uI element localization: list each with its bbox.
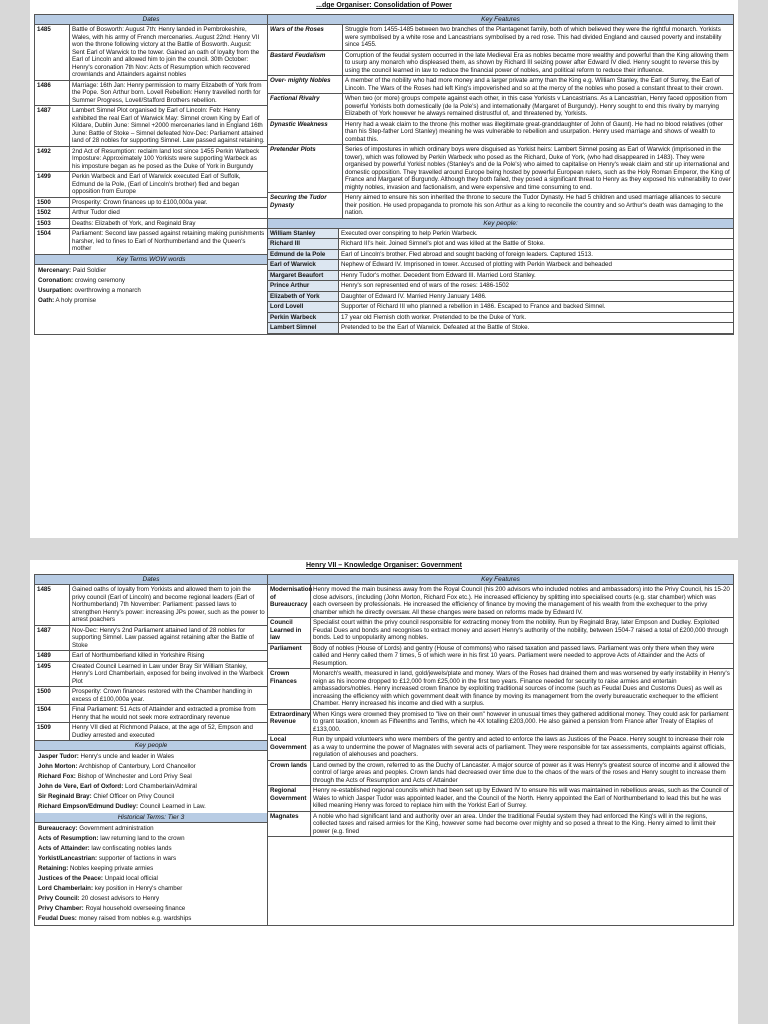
date-row-text: Marriage: 16th Jan: Henry permission to marry Elizabeth of York from the Pope. Son Arthur born. Lovell Rebellion: Henry travelled north for Summer Progress, Lovell/Stafford Brothers rebellion.: [72, 81, 262, 104]
feature-row-text: Monarch's wealth, measured in land, gold/jewels/plate and money. Wars of the Roses had drained them and was worsened by early instability in Henry's reign as his income dropped to £12,000 from £25,000 in the first two years. Finance needed for security to raise armies and entertain ambassadors/nobles. Henry increased crown finance by exploiting traditional sources of income (such as Feudal Dues and Customs Dues) as well as increasing the efficiency with which government dealt with finance by moving its management from the overly bureaucratic exchequer to the efficient Chamber. Henry increased his income and died with a surplus.: [313, 670, 730, 707]
feature-row: [268, 644, 733, 670]
date-row-text: Final Parliament: 51 Acts of Attainder and extracted a promise from Henry that he would not seek more extraordinary revenue: [72, 706, 256, 721]
date-row-text: Prosperity: Crown finances restored with the Chamber handling in excess of £100,000a year.: [72, 688, 253, 703]
feature-row-label: Magnates: [268, 812, 311, 837]
person-row-text: Daughter of Edward IV. Married Henry January 1486.: [341, 292, 487, 300]
feature-row-label: Pretender Plots: [268, 145, 343, 192]
person-row-text: Pretended to be the Earl of Warwick. Defeated at the Battle of Stoke.: [341, 324, 530, 331]
date-row: [35, 81, 267, 107]
key-person-definition: Henry's uncle and leader in Wales: [80, 753, 175, 760]
feature-row-label: Over- mighty Nobles: [268, 76, 343, 93]
page-government: [30, 560, 738, 1024]
person-row-label: Lord Lovell: [268, 302, 339, 312]
feature-row: [268, 669, 733, 710]
feature-row-text: Struggle from 1455-1485 between two branches of the Plantagenet family, both of which believed they were the rightful monarch. Yorkists were symbolised by a white rose and Lancastrians symbolised by a red rose. This had divided England and caused poverty and instability since 1455.: [345, 26, 722, 48]
historical-term: [35, 864, 267, 874]
historical-term-definition: Nobles keeping private armies: [69, 865, 154, 872]
person-row: [268, 281, 733, 292]
key-person: [35, 802, 267, 812]
wow-header: Key Terms WOW words: [35, 255, 267, 265]
date-row-label: 1489: [35, 651, 70, 661]
historical-term: [35, 854, 267, 864]
date-row-label: 1500: [35, 198, 70, 208]
key-term: [35, 296, 267, 306]
features-column: [267, 574, 734, 926]
date-row-text: Battle of Bosworth: August 7th: Henry landed in Pembrokeshire, Wales, with his army of French mercenaries. August 22nd: Henry VII won the throne following victory at the Battle of Bosworth. August: Sent Earl of Warwick to the tower. Gained an oath of loyalty from the Earl of Lincoln and allowed him to join the council. 30th October: Henry's coronation 7th Nov: Acts of Resumption which recovered crownlands and Attainders against nobles: [72, 26, 260, 78]
date-row: [35, 585, 267, 626]
historical-term-term: Retaining:: [38, 865, 69, 872]
feature-row: [268, 585, 733, 618]
historical-term: [35, 884, 267, 894]
date-row-text: Parliament: Second law passed against retaining making punishments harsher, led to fines to Earl of Northumberland and the Queen's mother: [72, 230, 265, 252]
person-row-text: Executed over conspiring to help Perkin Warbeck.: [341, 229, 478, 237]
date-row-text: Gained oaths of loyalty from Yorkists and allowed them to join the privy council (Earl of Lincoln) and become regional leaders (Earl of Northumberland) 7th November: Parliament: passed laws to strengthen Henry's power: increasing JPs power, such as the power to arrest poachers: [72, 586, 265, 623]
date-row: [35, 25, 267, 81]
historical-term-term: Privy Chamber:: [38, 905, 84, 912]
historical-term-definition: Government administration: [79, 825, 154, 832]
person-row-label: Edmund de la Pole: [268, 250, 339, 260]
date-row: [35, 219, 267, 230]
date-row: [35, 626, 267, 652]
feature-row-label: Modernisation of Bureaucracy: [268, 585, 311, 617]
historical-term: [35, 824, 267, 834]
person-row-text: Richard III's heir. Joined Simnel's plot and was killed at the Battle of Stoke.: [341, 240, 545, 247]
historical-term-term: Lord Chamberlain:: [38, 885, 94, 892]
key-person-definition: Lord Chamberlain/Admiral: [125, 783, 197, 790]
date-row: [35, 705, 267, 723]
feature-row-label: Factional Rivalry: [268, 94, 343, 119]
historical-term-definition: supporter of factions in wars: [98, 855, 177, 862]
person-row: [268, 323, 733, 334]
key-person-term: John Morton:: [38, 763, 78, 770]
date-row: [35, 172, 267, 198]
key-term: [35, 266, 267, 276]
historical-term-term: Acts of Resumption:: [38, 835, 99, 842]
date-row-text: Arthur Tudor died: [72, 209, 120, 216]
dates-column: [34, 574, 267, 926]
person-row: [268, 302, 733, 313]
person-row-text: Henry's son represented end of wars of the roses: 1486-1502: [341, 282, 509, 289]
person-row-label: Prince Arthur: [268, 281, 339, 291]
date-row-label: 1485: [35, 25, 70, 80]
key-person-term: John de Vere, Earl of Oxford:: [38, 783, 124, 790]
people-header: Key people: [35, 741, 267, 751]
key-person: [35, 762, 267, 772]
dates-header: Dates: [35, 575, 267, 585]
feature-row-text: A member of the nobility who had more money and a larger private army than the King e.g. William Stanley, the Earl of Surrey, the Earl of Lincoln. The Wars of the Roses had left King's impoverished and so at the mercy of the nobles who posed a constant threat to their crown.: [345, 77, 724, 92]
feature-row-text: Henry had a weak claim to the throne (his mother was illegitimate great-granddaughter of John of Gaunt). He had no blood relatives (other than his Step-father Lord Stanley) meaning he was vulnerable to rebellion and usurpation. Henry used marriage and shows of wealth to combat this.: [345, 120, 723, 143]
feature-row-label: Local Government: [268, 735, 311, 760]
key-person-definition: Bishop of Winchester and Lord Privy Seal: [77, 773, 192, 780]
feature-row-text: Henry aimed to ensure his son inherited the throne to secure the Tudor Dynasty. He had 5 children and used marriage alliances to secure their position. He used propaganda to promote his son Arthur as a king to reconcile the country and so Arthur's death was damaging to the nation.: [345, 194, 724, 216]
key-term-term: Usurpation:: [38, 286, 73, 294]
key-person: [35, 792, 267, 802]
person-row-label: William Stanley: [268, 229, 339, 239]
person-row: [268, 313, 733, 324]
date-row: [35, 147, 267, 173]
terms-header: Historical Terms: Tier 3: [35, 813, 267, 823]
feature-row-label: Crown Finances: [268, 669, 311, 709]
date-row: [35, 687, 267, 705]
feature-row: [268, 120, 733, 146]
key-person-definition: Archbishop of Canterbury, Lord Chancellor: [78, 763, 196, 770]
historical-term: [35, 844, 267, 854]
historical-term-definition: law confiscating nobles lands: [91, 845, 172, 852]
historical-term: [35, 834, 267, 844]
feature-row: [268, 94, 733, 120]
features-header: Key Features: [268, 15, 733, 25]
feature-row-label: Dynastic Weakness: [268, 120, 343, 145]
date-row-text: Created Council Learned in Law under Bray Sir William Stanley, Henry's Lord Chamberlain, exposed for being involved in the Warbeck Plot: [72, 662, 264, 685]
feature-row-text: Henry moved the main business away from the Royal Council (his 200 advisors who included nobles and ambassadors) into the Privy Council, his 15-20 close advisors, (including (John Morton, Richard Fox etc.). He increased efficiency by splitting into specialised courts (e.g. star chamber) which was each overseen by professionals. He increased the efficiency of finance by moving the management of his wealth from the exchequer to the privy chamber which he directly oversaw. All these changes were based on reforms made by Edward IV.: [313, 586, 730, 616]
key-term: [35, 286, 267, 296]
historical-term-term: Acts of Attainder:: [38, 845, 90, 852]
person-row-label: Perkin Warbeck: [268, 313, 339, 323]
person-row-text: Henry Tudor's mother. Decedent from Edward III. Married Lord Stanley.: [341, 271, 536, 279]
key-person-term: Sir Reginald Bray:: [38, 793, 92, 800]
date-row: [35, 229, 267, 255]
feature-row-text: Corruption of the feudal system occurred in the late Medieval Era as nobles became more wealthy and powerful than the King allowing them to usurp any monarch who displeased them, as shown by Richard III seizing power after Edward IV died. Henry sought to reverse this by using the council learned in law to reduce the financial power of nobles, and political reform to reduce their influence.: [345, 51, 729, 74]
feature-row-text: A noble who had significant land and authority over an area. Under the traditional Feudal system they had enforced the King's will in the regions, collected taxes and raised armies for the King, however some had become over mighty and so posed a threat to the King. Henry aimed to limit their power (e.g. fined: [313, 812, 717, 835]
key-person: [35, 782, 267, 792]
historical-term-term: Bureaucracy:: [38, 825, 78, 832]
key-term: [35, 276, 267, 286]
person-row: [268, 271, 733, 282]
key-person-definition: Chief Officer on Privy Council: [93, 793, 175, 800]
dates-column: [34, 14, 267, 335]
date-row: [35, 198, 267, 209]
feature-row: [268, 145, 733, 193]
feature-row-text: Land owned by the crown, referred to as the Duchy of Lancaster. A major source of power as it was Henry's greatest source of income and it allowed the control of large areas and peoples. Crown lands had decreased over time due to the chaos of the wars of the roses and Henry sought to increase them through the Acts of Resumption and Acts of Attainder: [313, 761, 730, 784]
people-header: Key people:: [268, 219, 733, 229]
historical-term-term: Feudal Dues:: [38, 915, 77, 922]
feature-row: [268, 618, 733, 644]
key-person-term: Richard Empson/Edmund Dudley:: [38, 803, 139, 810]
person-row-text: 17 year old Flemish cloth worker. Pretended to be the Duke of York.: [341, 313, 527, 321]
feature-row: [268, 710, 733, 736]
date-row-text: Earl of Northumberland killed in Yorkshire Rising: [72, 652, 205, 659]
date-row-label: 1502: [35, 208, 70, 218]
historical-term-definition: 20 closest advisors to Henry: [81, 895, 160, 902]
person-row-label: Lambert Simnel: [268, 323, 339, 333]
feature-row-text: Specialist court within the privy council responsible for extracting money from the nobility. Run by Reginald Bray, later Empson and Dudley. Exploited Feudal Dues and bonds and recognises to extract money and assert Henry's authority of the nobility, between 1504-7 raised a total of £200,000 through bonds. Led to unpopularity among nobles.: [313, 619, 729, 641]
page-title: Henry VII – Knowledge Organiser: Government: [306, 562, 462, 569]
feature-row-text: Henry re-established regional councils which had been set up by Edward IV to ensure his will was maintained in rebellious areas, such as the Council of Wales to which Jasper Tudor was appointed leader, and the Council of the North. Henry appointed the Earl of Northumberland to lead this but he was killed meaning Henry was forced to replace him with the Yorkist Earl of Surrey.: [313, 787, 729, 809]
person-row-label: Earl of Warwick: [268, 260, 339, 270]
person-row-label: Margaret Beaufort: [268, 271, 339, 281]
historical-term: [35, 914, 267, 924]
person-row-label: Elizabeth of York: [268, 292, 339, 302]
person-row: [268, 250, 733, 261]
feature-row-text: Series of impostures in which ordinary boys were disguised as Yorkist heirs: Lambert Simnel posing as Earl of Warwick (imprisoned in the tower), which was followed by Perkin Warbeck who posed as the Richard, Duke of York, (who had disappeared in 1483). They were organised by powerful Yorkist nobles (Stanley's and de la Pole's) who aimed to capitalise on Henry's weak claim and stir up international and domestic opposition. They travelled around Europe being hosted by powerful European rulers, such as the Holy Roman Emperor, the King of France and Margaret of Burgundy. Although they both failed, they posed a significant threat to Henry as they exposed his vulnerability to over mighty nobles, invasion and factionalism, and were expensive and time consuming to end.: [345, 146, 731, 191]
key-term-definition: A holy promise: [55, 296, 97, 304]
date-row-label: 1486: [35, 81, 70, 106]
key-person-term: Richard Fox:: [38, 773, 76, 780]
feature-row-text: When Kings were crowned they promised to "live on their own" however in unusual times they gathered additional money. They could ask for parliament to grant taxation, known as Fifteenths and Tenths, which he 4X totalling £203,000. He also gained a pension from France after Treaty of Etaples of £133,000.: [313, 710, 729, 733]
feature-row-label: Wars of the Roses: [268, 25, 343, 50]
feature-row: [268, 786, 733, 812]
date-row-label: 1487: [35, 626, 70, 651]
person-row-text: Supporter of Richard III who planned a rebellion in 1486. Escaped to France and backed Simnel.: [341, 303, 606, 310]
historical-term-definition: money raised from nobles e.g. wardships: [78, 915, 192, 922]
features-header: Key Features: [268, 575, 733, 585]
historical-term: [35, 874, 267, 884]
date-row: [35, 662, 267, 688]
date-row: [35, 106, 267, 147]
person-row: [268, 260, 733, 271]
date-row-label: 1504: [35, 229, 70, 254]
historical-term: [35, 894, 267, 904]
page-consolidation-of-power: [30, 0, 738, 538]
person-row-label: Richard III: [268, 239, 339, 249]
key-term-term: Mercenary:: [38, 266, 72, 274]
feature-row: [268, 812, 733, 838]
feature-row-text: Body of nobles (House of Lords) and gentry (House of commons) who raised taxation and passed laws. Parliament was only there when they were called and Henry called them 7 times, 5 of which were in his first 10 years. Parliament were needed to approve Acts of Attainder and the Acts of Resumption.: [313, 644, 715, 667]
feature-row: [268, 25, 733, 51]
key-term-definition: overthrowing a monarch: [74, 286, 141, 294]
date-row-label: 1503: [35, 219, 70, 229]
person-row-text: Earl of Lincoln's brother. Fled abroad and sought backing of foreign leaders. Captured 1513.: [341, 250, 593, 258]
feature-row-label: Regional Government: [268, 786, 311, 811]
historical-term-definition: key position in Henry's chamber: [94, 885, 183, 892]
date-row: [35, 651, 267, 662]
date-row-text: Henry VII died at Richmond Palace, at the age of 52, Empson and Dudley arrested and executed: [72, 724, 253, 739]
date-row-label: 1509: [35, 723, 70, 740]
person-row: [268, 229, 733, 240]
person-row: [268, 239, 733, 250]
feature-row: [268, 761, 733, 787]
feature-row: [268, 51, 733, 77]
feature-row: [268, 735, 733, 761]
date-row-label: 1504: [35, 705, 70, 722]
feature-row-label: Securing the Tudor Dynasty: [268, 193, 343, 218]
date-row-text: Prosperity: Crown finances up to £100,000a year.: [72, 198, 208, 206]
historical-term-definition: Unpaid local official: [104, 875, 158, 882]
key-term-term: Oath:: [38, 296, 55, 304]
feature-row-label: Parliament: [268, 644, 311, 669]
date-row: [35, 723, 267, 741]
historical-term-definition: Royal household overseeing finance: [85, 905, 186, 912]
page-title: ...dge Organiser: Consolidation of Power: [316, 2, 452, 9]
feature-row-label: Bastard Feudalism: [268, 51, 343, 76]
key-person-term: Jasper Tudor:: [38, 753, 79, 760]
date-row-label: 1485: [35, 585, 70, 625]
historical-term: [35, 904, 267, 914]
date-row-label: 1500: [35, 687, 70, 704]
feature-row-text: When two (or more) groups compete against each other, in this case Yorkists v Lancastrians. As a Lancastrian, Henry faced opposition from powerful Yorkists both domestically (de la Pole's) and internationally (Margaret of Burgundy). Henry sought to end this rivalry by marrying Elizabeth of York however he always remained distrustful of, and threatened by, Yorkists.: [345, 95, 728, 117]
historical-term-definition: law returning land to the crown: [100, 835, 185, 842]
date-row-text: 2nd Act of Resumption: reclaim land lost since 1455 Perkin Warbeck Imposture: Approximately 100 Yorkists were supporting Warbeck as his imposture began as he posed as the Duke of York in Burgundy: [72, 147, 260, 170]
date-row-label: 1495: [35, 662, 70, 687]
dates-header: Dates: [35, 15, 267, 25]
person-row-text: Nephew of Edward IV. Imprisoned in tower. Accused of plotting with Perkin Warbeck and beheaded: [341, 261, 612, 268]
person-row: [268, 292, 733, 303]
date-row: [35, 208, 267, 219]
key-term-definition: crowing ceremony: [74, 276, 126, 284]
date-row-label: 1487: [35, 106, 70, 146]
historical-term-term: Yorkist/Lancastrian:: [38, 855, 98, 862]
date-row-text: Lambert Simnel Plot organised by Earl of Lincoln: Feb: Henry exhibited the real Earl of Warwick May: Simnel crown King by Earl of Kildare, Dublin June: Simnel +2000 mercenaries land in England 16th June: Battle of Stoke – Simnel defeated Nov-Dec: Parliament attained land of 28 nobles for supporting Simnel. Law passed against retaining.: [72, 107, 265, 144]
features-column: [267, 14, 734, 335]
feature-row-label: Crown lands: [268, 761, 311, 786]
feature-row: [268, 76, 733, 94]
date-row-text: Deaths: Elizabeth of York, and Reginald Bray: [72, 219, 196, 227]
key-person: [35, 752, 267, 762]
key-term-definition: Paid Soldier: [72, 266, 107, 274]
date-row-label: 1499: [35, 172, 70, 197]
date-row-text: Perkin Warbeck and Earl of Warwick executed Earl of Suffolk, Edmund de la Pole, (Earl of Lincoln's brother) fled and began opposition from Europe: [72, 173, 241, 195]
feature-row-label: Extraordinary Revenue: [268, 710, 311, 735]
key-term-term: Coronation:: [38, 276, 74, 284]
feature-row-label: Council Learned in law: [268, 618, 311, 643]
historical-term-term: Justices of the Peace:: [38, 875, 103, 882]
historical-term-term: Privy Council:: [38, 895, 80, 902]
feature-row-text: Run by unpaid volunteers who were members of the gentry and acted to enforce the laws as Justices of the Peace. Henry sought to increase their role as a way to undermine the power of Magnates with several acts of parliament. They were responsible for tax assessments, complaints against officials, regulation of alehouses and poachers.: [313, 736, 726, 758]
date-row-text: Nov-Dec: Henry's 2nd Parliament attained land of 28 nobles for supporting Simnel. Law passed against retaining after the Battle of Stoke: [72, 626, 254, 649]
feature-row: [268, 193, 733, 219]
date-row-label: 1492: [35, 147, 70, 172]
key-person-definition: Council Learned in Law.: [139, 803, 206, 810]
key-person: [35, 772, 267, 782]
